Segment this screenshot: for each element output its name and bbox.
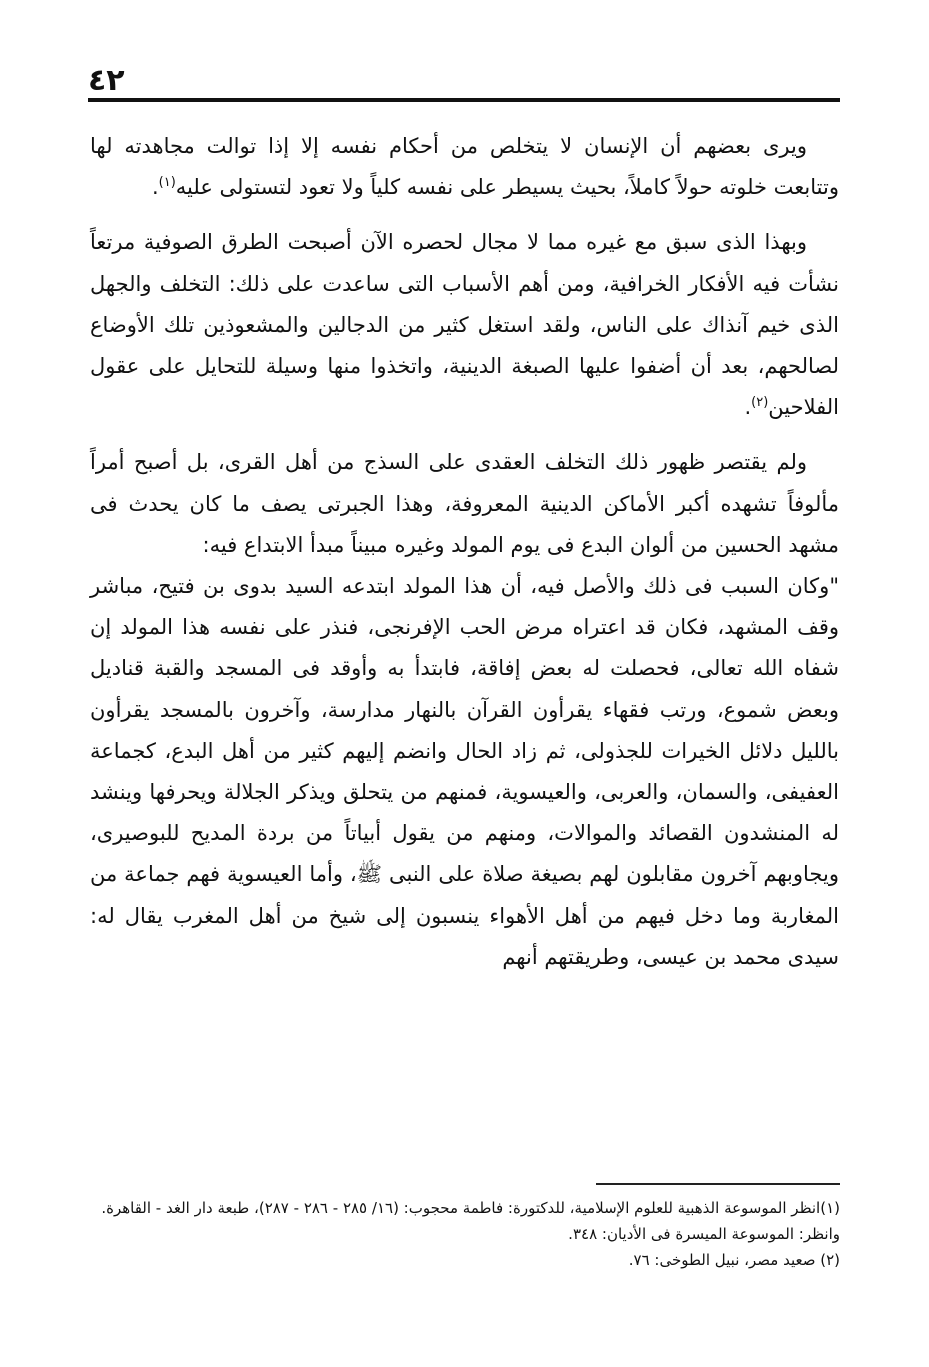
paragraph-line: والمشعوذين تلك الأوضاع لصالحهم، بعد أن أضفوا عليها الصبغة الدينية، واتخذوا xyxy=(90,312,839,379)
main-text xyxy=(90,126,839,978)
paragraph-line: ولم يقتصر ظهور ذلك التخلف العقدى على السذج من أهل القرى، بل أصبح xyxy=(133,450,807,475)
paragraph-line: وتتابعت خلوته حولاً كاملاً، بحيث يسيطر على نفسه كلياً ولا تعود لتستولى xyxy=(219,175,839,200)
footnote-reference-1[interactable]: (١) xyxy=(158,175,176,191)
paragraph-line: والقبة قناديل وبعض شموع، ورتب فقهاء يقرأون القرآن بالنهار مدارسة، وآخرون xyxy=(90,656,839,722)
footnotes xyxy=(88,1195,840,1273)
paragraph-2 xyxy=(90,222,839,428)
paragraph-end: . xyxy=(151,175,159,200)
paragraph-3 xyxy=(90,442,839,566)
quotation-paragraph xyxy=(90,566,839,978)
header-rule xyxy=(88,98,840,102)
paragraph-line: أمراً مألوفاً تشهده أكبر الأماكن الدينية المعروفة، وهذا الجبرتى يصف ما كان يحدث xyxy=(90,450,839,516)
paragraph-line: مباشر وقف المشهد، فكان قد اعتراه مرض الحب الإفرنجى، فنذر على نفسه هذا xyxy=(90,574,839,640)
paragraph-line: ﷺ، وأما العيسوية فهم جماعة من المغاربة وما دخل فيهم من أهل الأهواء ينسبون xyxy=(90,862,839,928)
paragraph-line: "وكان السبب فى ذلك والأصل فيه، أن هذا المولد ابتدعه السيد بدوى بن فتيح، xyxy=(151,574,839,599)
paragraph-end: . xyxy=(744,395,752,420)
footnote-rule xyxy=(596,1183,840,1185)
paragraph-1 xyxy=(90,126,839,208)
paragraph-line: وبهذا الذى سبق مع غيره مما لا مجال لحصره الآن أصبحت الطرق الصوفية xyxy=(143,230,807,255)
paragraph-line: ويرى بعضهم أن الإنسان لا يتخلص من أحكام نفسه إلا إذا توالت مجاهدته لها xyxy=(90,134,807,158)
page-number: ٤٢ xyxy=(88,63,125,98)
paragraph-line: المولد إن شفاه الله تعالى، فحصلت له بعض إفاقة، فابتدأ به وأوقد فى المسجد xyxy=(90,615,839,681)
paragraph-line: التخلف والجهل الذى خيم آنذاك على الناس، ولقد استغل كثير من الدجالين xyxy=(90,271,839,337)
paragraph-line: مرتعاً نشأت فيه الأفكار الخرافية، ومن أهم الأسباب التى ساعدت على ذلك: xyxy=(90,230,839,296)
footnote-line: دار الغد - القاهرة. وانظر: الموسوعة الميسرة فى الأديان: ٣٤٨. xyxy=(101,1199,840,1243)
paragraph-line: ويذكر الجلالة ويحرفها وينشد له المنشدون القصائد والموالات، ومنهم من يقول أبياتاً xyxy=(90,780,839,846)
paragraph-line: من بردة المديح للبوصيرى، ويجاوبهم آخرون مقابلون لهم بصيغة صلاة على النبى xyxy=(90,821,839,887)
footnote-reference-2[interactable]: (٢) xyxy=(751,395,769,411)
paragraph-line: عليه xyxy=(175,175,213,200)
footnote-line: (٢) صعيد مصر، نبيل الطوخى: ٧٦. xyxy=(628,1251,840,1269)
footnote-2 xyxy=(88,1247,840,1273)
paragraph-line: أهل البدع، كجماعة العفيفى، والسمان، والعربى، والعيسوية، فمنهم من يتحلق xyxy=(90,738,839,805)
footnote-1 xyxy=(88,1195,840,1247)
paragraph-line: منها وسيلة للتحايل على عقول الفلاحين xyxy=(90,354,839,420)
footnote-line: (١)انظر الموسوعة الذهبية للعلوم الإسلامية، للدكتورة: فاطمة محجوب: (١٦/ ٢٨٥ - ٢٨٦ - ٢٨٧)، طبعة xyxy=(217,1199,840,1217)
paragraph-line: إلى شيخ من أهل المغرب يقال له: سيدى محمد بن عيسى، وطريقتهم أنهم xyxy=(90,903,839,969)
paragraph-line: فى مشهد الحسين من ألوان البدع فى يوم المولد وغيره مبيناً مبدأ الابتداع فيه: xyxy=(90,491,839,557)
paragraph-line: بالمسجد يقرأون بالليل دلائل الخيرات للجذولى، ثم زاد الحال وانضم إليهم كثير من xyxy=(90,697,839,763)
